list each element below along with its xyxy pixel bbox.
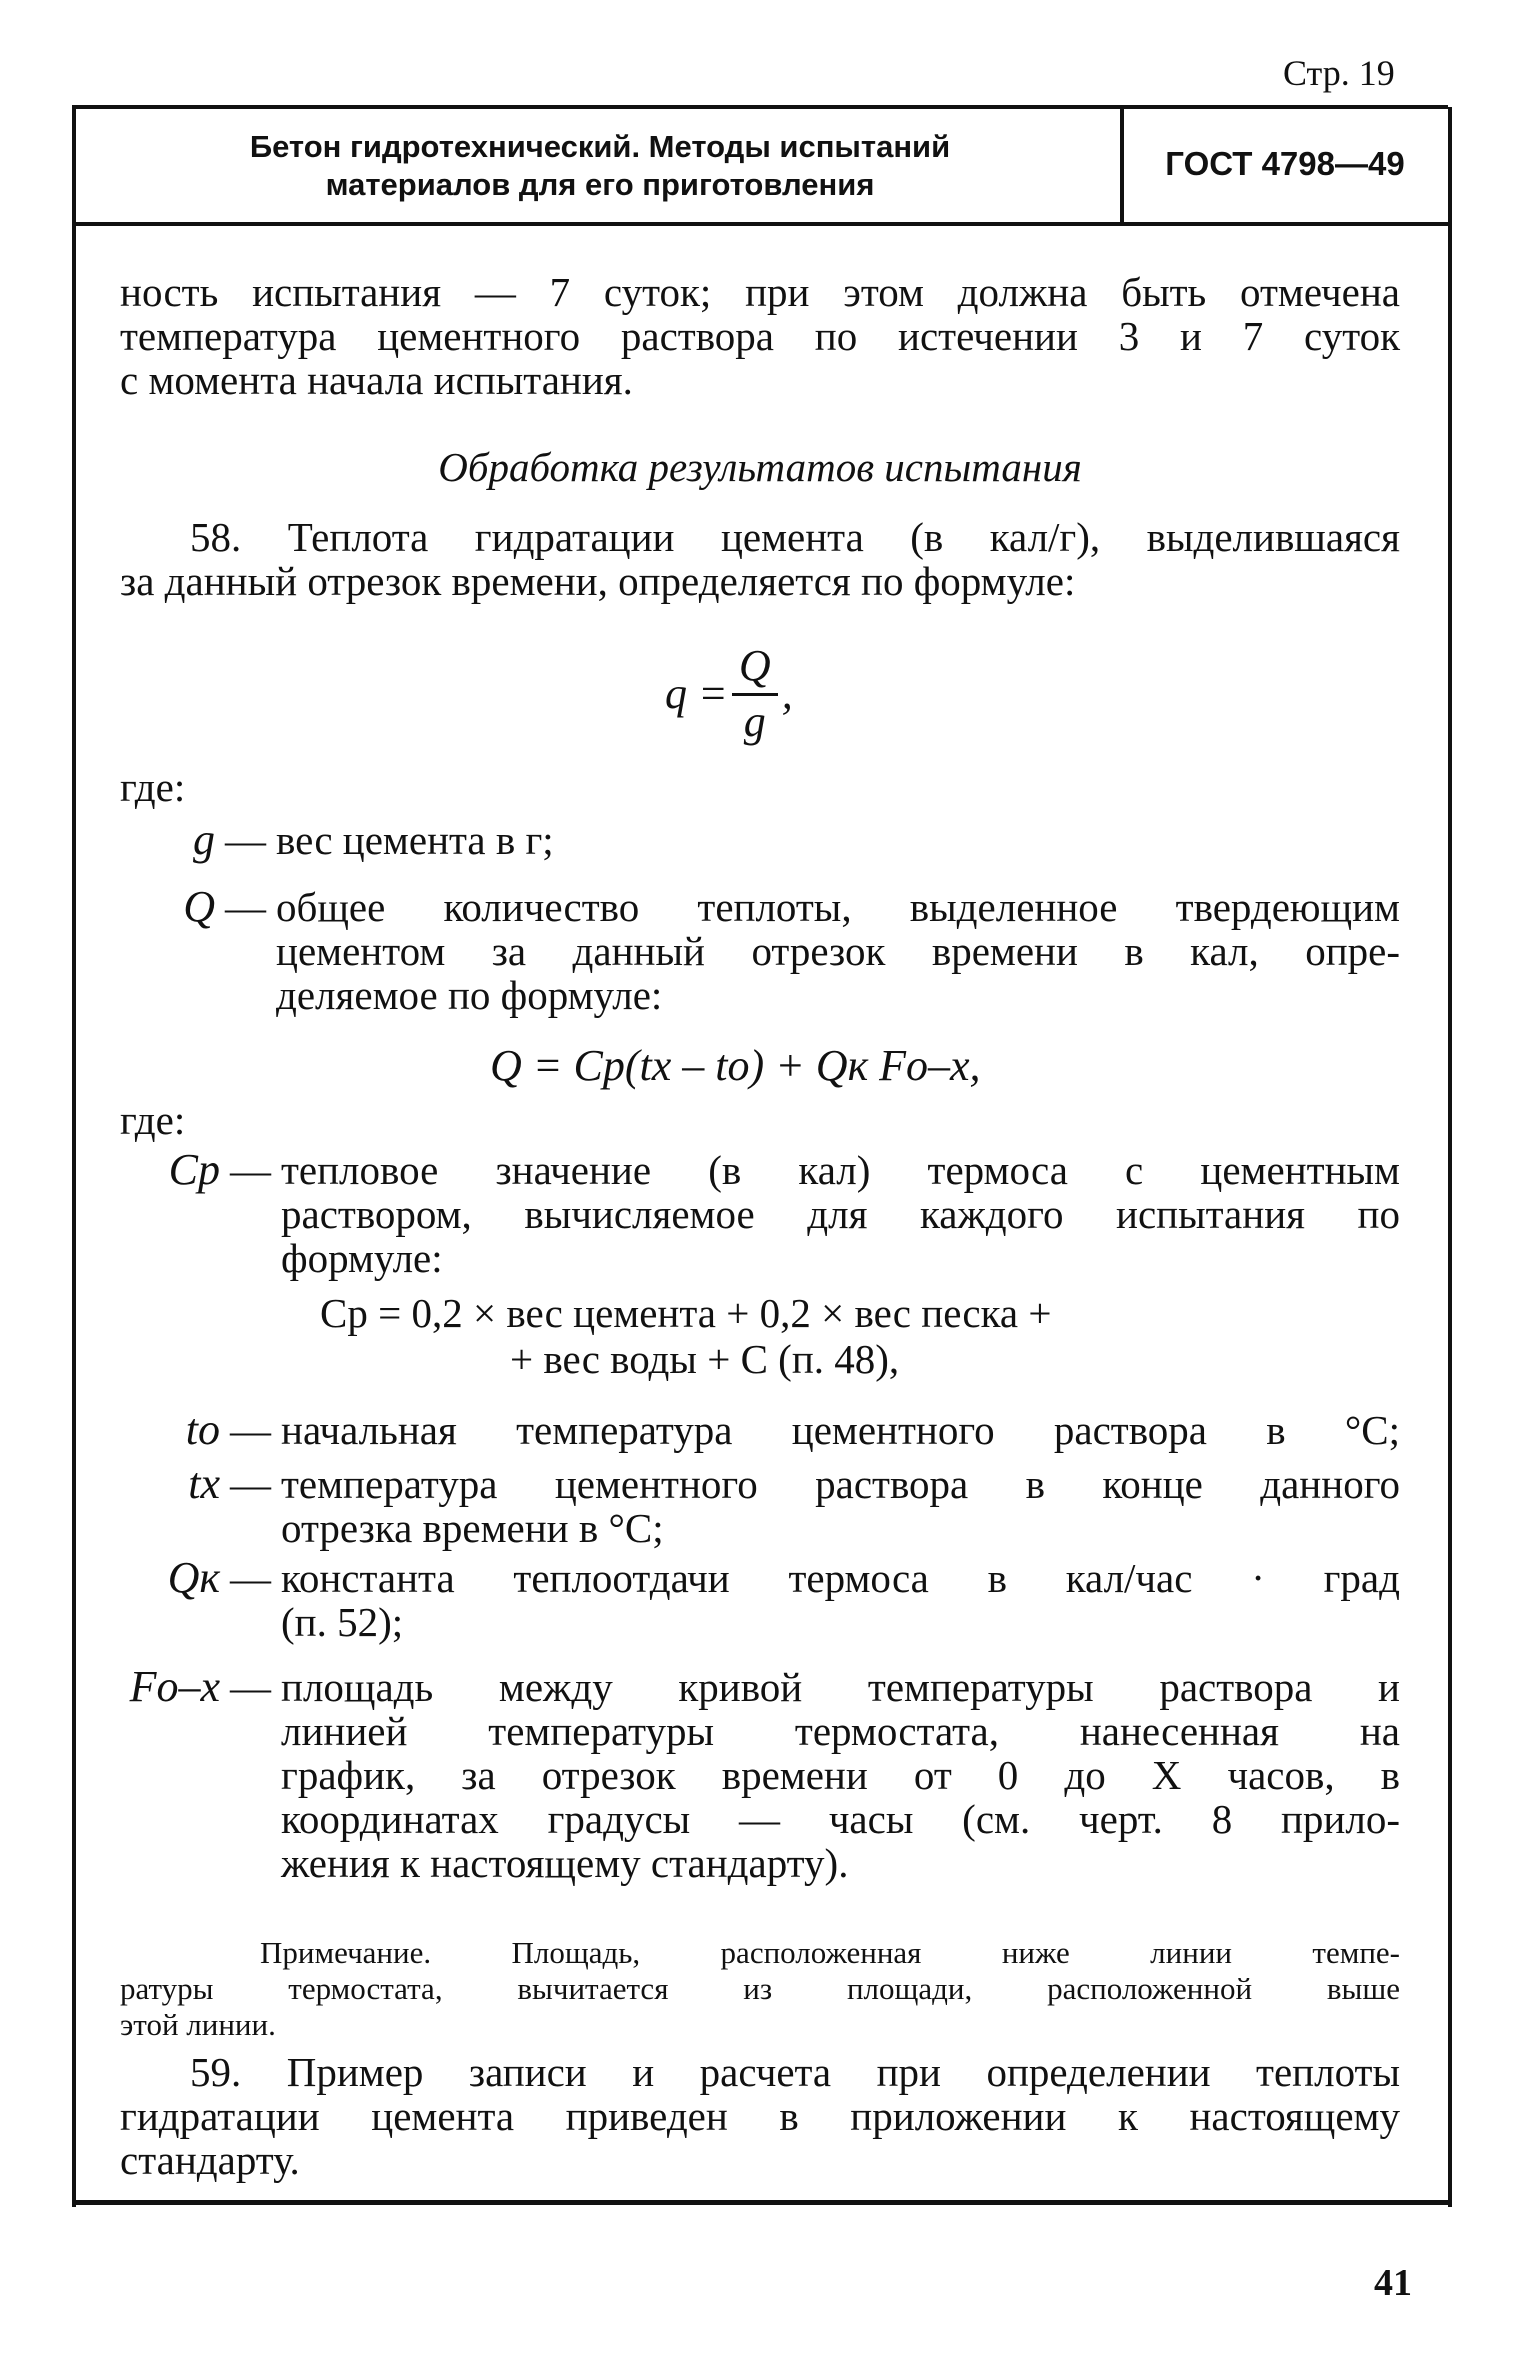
formula-q-numerator: Q	[738, 641, 771, 690]
definition-Cp	[120, 1145, 1400, 1281]
footer-rule	[72, 2200, 1448, 2205]
symbol-tx: tx	[188, 1459, 220, 1508]
definition-tx-line-1: температура цементного раствора в конце данного	[281, 1461, 1400, 1507]
item-58-line-1: 58. Теплота гидратации цемента (в кал/г), выделившаяся	[190, 514, 1400, 560]
formula-Cp	[320, 1290, 1051, 1382]
page-reference: Стр. 19	[1283, 53, 1395, 93]
note-line-1: Примечание. Площадь, расположенная ниже линии темпе-	[260, 1935, 1400, 1970]
definition-Qk	[120, 1553, 1400, 1645]
symbol-Q: Q	[183, 882, 215, 931]
dash: —	[230, 1407, 271, 1453]
note-line-3: этой линии.	[120, 2007, 276, 2042]
formula-Cp-line-2: + вес воды + C (п. 48),	[510, 1336, 900, 1382]
dash: —	[225, 817, 266, 863]
symbol-Qk: Qк	[167, 1553, 220, 1602]
dash: —	[230, 1555, 271, 1601]
formula-q-fraction	[732, 640, 778, 747]
item-58	[120, 515, 1400, 603]
symbol-g: g	[193, 815, 215, 864]
definition-Q	[120, 882, 1400, 1018]
definition-g-text: вес цемента в г;	[276, 817, 554, 863]
header-title-line-2: материалов для его приготовления	[325, 167, 875, 202]
dash: —	[230, 1147, 271, 1193]
page-number: 41	[1374, 2262, 1412, 2304]
definition-g	[120, 815, 1400, 864]
dash: —	[230, 1664, 271, 1710]
formula-q-lhs: q =	[665, 669, 728, 718]
intro-paragraph	[120, 270, 1400, 402]
definition-Fox-line-4: координатах градусы — часы (см. черт. 8 прило-	[281, 1796, 1400, 1842]
where-label-2: где:	[120, 1097, 186, 1143]
definition-Qk-line-2: (п. 52);	[281, 1599, 404, 1645]
where-label-1: где:	[120, 764, 186, 810]
definition-tx	[120, 1459, 1400, 1551]
definition-Fox-line-5: жения к настоящему стандарту).	[281, 1840, 849, 1886]
formula-q	[665, 640, 793, 747]
intro-line-2: температура цементного раствора по истечении 3 и 7 суток	[120, 313, 1400, 359]
dash: —	[225, 884, 266, 930]
definition-Fox-line-2: линией температуры термостата, нанесенная на	[281, 1708, 1400, 1754]
header-title	[100, 128, 1100, 204]
note-line-2: ратуры термостата, вычитается из площади, расположенной выше	[120, 1971, 1400, 2006]
item-58-line-2: за данный отрезок времени, определяется по формуле:	[120, 558, 1076, 604]
symbol-Fox: Fo–x	[129, 1662, 220, 1711]
formula-q-denominator: g	[743, 697, 766, 746]
definition-Qk-line-1: константа теплоотдачи термоса в кал/час · град	[281, 1555, 1400, 1601]
definition-Cp-line-1: тепловое значение (в кал) термоса с цементным	[281, 1147, 1400, 1193]
standard-number: ГОСТ 4798—49	[1165, 145, 1405, 182]
definition-Q-line-1: общее количество теплоты, выделенное твердеющим	[276, 884, 1400, 930]
section-title: Обработка результатов испытания	[438, 444, 1082, 490]
definition-to-line-1: начальная температура цементного раствора в °С;	[281, 1407, 1400, 1453]
formula-q-tail: ,	[781, 669, 793, 718]
definition-Q-line-3: деляемое по формуле:	[276, 972, 663, 1018]
symbol-to: to	[185, 1405, 220, 1454]
symbol-Cp: Cp	[168, 1145, 220, 1194]
item-59-line-1: 59. Пример записи и расчета при определении теплоты	[190, 2049, 1400, 2095]
definition-Fox-line-3: график, за отрезок времени от 0 до X часов, в	[281, 1752, 1400, 1798]
intro-line-1: ность испытания — 7 суток; при этом должна быть отмечена	[120, 269, 1400, 315]
definition-Cp-line-3: формуле:	[281, 1235, 443, 1281]
definition-Fox	[120, 1662, 1400, 1886]
intro-line-3: с момента начала испытания.	[120, 357, 633, 403]
definition-Q-line-2: цементом за данный отрезок времени в кал, опре-	[276, 928, 1400, 974]
definition-Cp-line-2: раствором, вычисляемое для каждого испытания по	[281, 1191, 1400, 1237]
item-59-line-2: гидратации цемента приведен в приложении к настоящему	[120, 2093, 1400, 2139]
formula-Q: Q = Cp(tx – to) + Qк Fo–x,	[490, 1041, 981, 1090]
item-59	[120, 2050, 1400, 2182]
definition-to	[120, 1405, 1400, 1454]
dash: —	[230, 1461, 271, 1507]
item-59-line-3: стандарту.	[120, 2137, 300, 2183]
definition-tx-line-2: отрезка времени в °С;	[281, 1505, 664, 1551]
note	[120, 1935, 1400, 2043]
header-divider	[1120, 109, 1124, 222]
definition-Fox-line-1: площадь между кривой температуры раствора и	[281, 1664, 1400, 1710]
header-top-rule	[72, 105, 1448, 109]
header-bottom-rule	[72, 222, 1448, 226]
header-title-line-1: Бетон гидротехнический. Методы испытаний	[249, 129, 951, 164]
formula-Cp-line-1: Cp = 0,2 × вес цемента + 0,2 × вес песка +	[320, 1290, 1052, 1336]
